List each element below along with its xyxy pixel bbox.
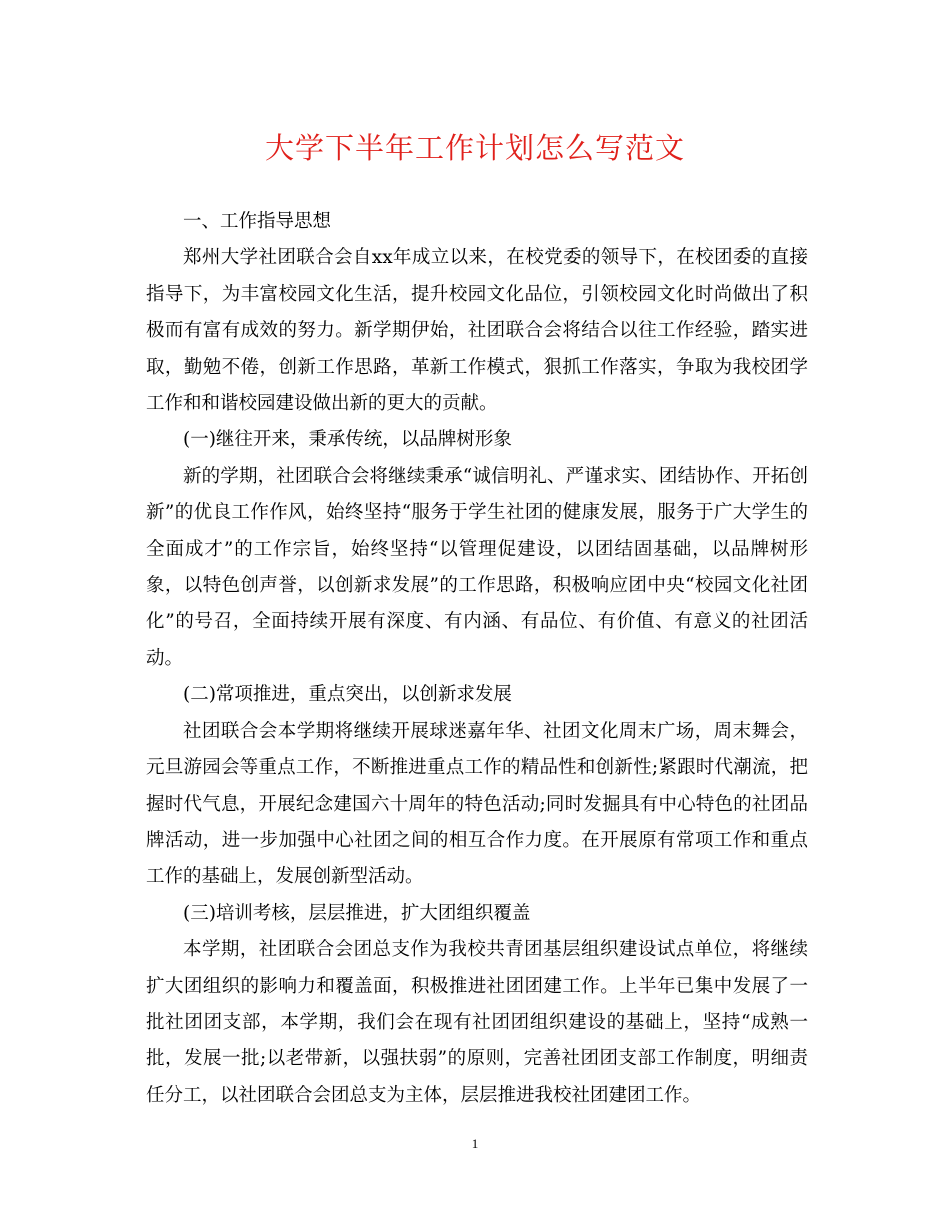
- document-title: 大学下半年工作计划怎么写范文: [264, 131, 685, 165]
- subsection-heading-1: (一)继往开来，秉承传统，以品牌树形象: [183, 429, 512, 451]
- subsection-heading-2: (二)常项推进，重点突出，以创新求发展: [183, 684, 512, 706]
- page-number: 1: [471, 1136, 479, 1151]
- paragraph-intro: 郑州大学社团联合会自xx年成立以来，在校党委的领导下，在校团委的直接指导下，为丰富校园文化生活，提升校园文化品位，引领校园文化时尚做出了积极而有富有成效的努力。新学期伊始，社团联合会将结合以往工作经验，踏实进取，勤勉不倦，创新工作思路，革新工作模式，狠抓工作落实，争取为我校团学工作和和谐校园建设做出新的更大的贡献。: [146, 247, 808, 415]
- subsection-heading-3: (三)培训考核，层层推进，扩大团组织覆盖: [183, 902, 531, 924]
- section-heading-guiding-thought: 一、工作指导思想: [183, 211, 332, 232]
- paragraph-subsection-2: 社团联合会本学期将继续开展球迷嘉年华、社团文化周末广场，周末舞会，元旦游园会等重点工作，不断推进重点工作的精品性和创新性;紧跟时代潮流，把握时代气息，开展纪念建国六十周年的特色活动;同时发掘具有中心特色的社团品牌活动，进一步加强中心社团之间的相互合作力度。在开展原有常项工作和重点工作的基础上，发展创新型活动。: [146, 720, 808, 888]
- paragraph-subsection-1: 新的学期，社团联合会将继续秉承“诚信明礼、严谨求实、团结协作、开拓创新”的优良工作作风，始终坚持“服务于学生社团的健康发展，服务于广大学生的全面成才”的工作宗旨，始终坚持“以管理促建设，以团结固基础，以品牌树形象，以特色创声誉，以创新求发展”的工作思路，积极响应团中央“校园文化社团化”的号召，全面持续开展有深度、有内涵、有品位、有价值、有意义的社团活动。: [146, 465, 808, 669]
- document-body: [146, 204, 808, 1114]
- paragraph-subsection-3: 本学期，社团联合会团总支作为我校共青团基层组织建设试点单位，将继续扩大团组织的影响力和覆盖面，积极推进社团团建工作。上半年已集中发展了一批社团团支部，本学期，我们会在现有社团团组织建设的基础上，坚持“成熟一批，发展一批;以老带新，以强扶弱”的原则，完善社团团支部工作制度，明细责任分工，以社团联合会团总支为主体，层层推进我校社团建团工作。: [146, 939, 808, 1106]
